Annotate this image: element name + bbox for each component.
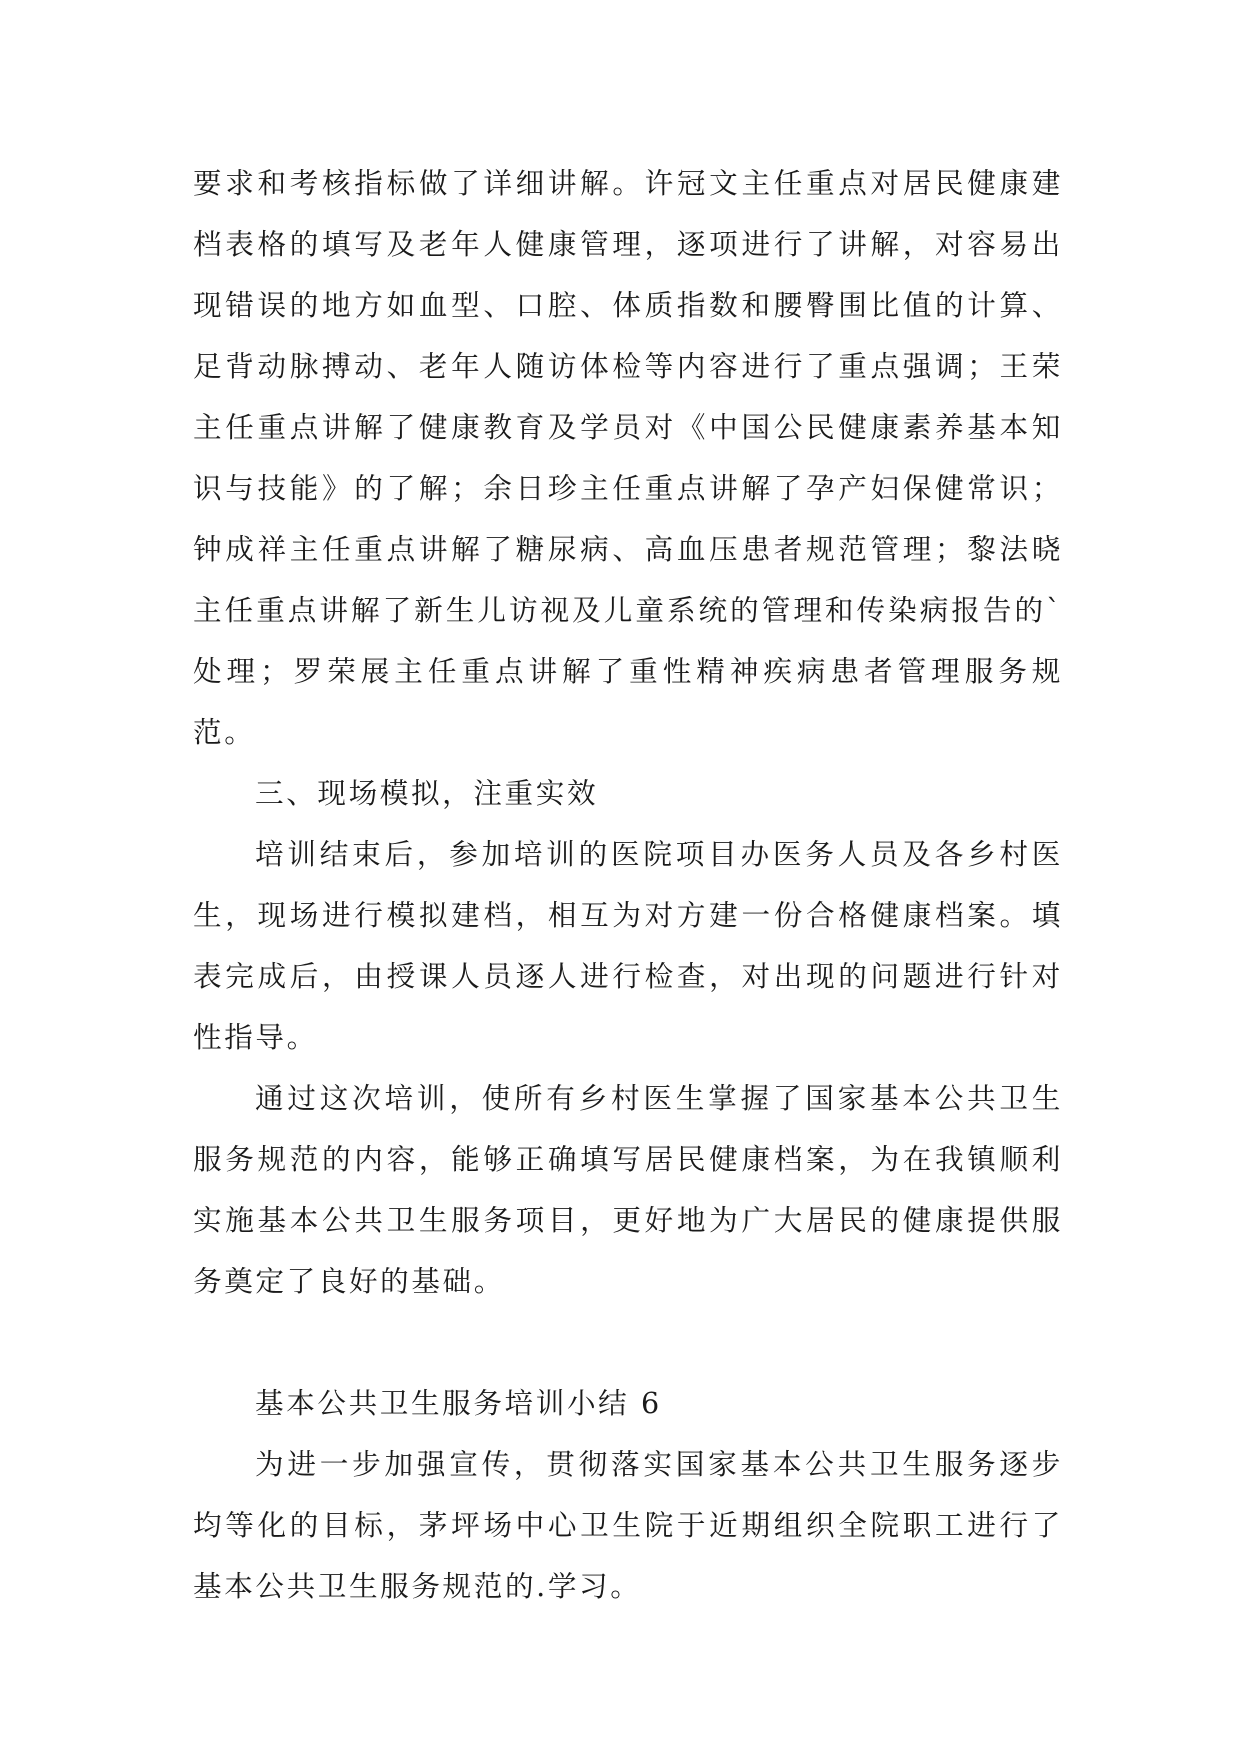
document-body	[193, 153, 1063, 1617]
paragraph-simulation: 培训结束后，参加培训的医院项目办医务人员及各乡村医生，现场进行模拟建档，相互为对方建一份合格健康档案。填表完成后，由授课人员逐人进行检查，对出现的问题进行针对性指导。	[193, 837, 1063, 1054]
document-title-summary-6: 基本公共卫生服务培训小结 6	[255, 1386, 662, 1420]
paragraph-conclusion: 通过这次培训，使所有乡村医生掌握了国家基本公共卫生服务规范的内容，能够正确填写居民健康档案，为在我镇顺利实施基本公共卫生服务项目，更好地为广大居民的健康提供服务奠定了良好的基础。	[193, 1081, 1063, 1298]
paragraph-training-content: 要求和考核指标做了详细讲解。许冠文主任重点对居民健康建档表格的填写及老年人健康管理，逐项进行了讲解，对容易出现错误的地方如血型、口腔、体质指数和腰臀围比值的计算、足背动脉搏动、老年人随访体检等内容进行了重点强调；王荣主任重点讲解了健康教育及学员对《中国公民健康素养基本知识与技能》的了解；余日珍主任重点讲解了孕产妇保健常识；钟成祥主任重点讲解了糖尿病、高血压患者规范管理；黎法晓主任重点讲解了新生儿访视及儿童系统的管理和传染病报告的`处理；罗荣展主任重点讲解了重性精神疾病患者管理服务规范。	[193, 166, 1063, 749]
paragraph-summary-6-intro: 为进一步加强宣传，贯彻落实国家基本公共卫生服务逐步均等化的目标，茅坪场中心卫生院于近期组织全院职工进行了基本公共卫生服务规范的.学习。	[193, 1447, 1063, 1603]
section-heading-on-site-simulation: 三、现场模拟，注重实效	[255, 776, 599, 810]
